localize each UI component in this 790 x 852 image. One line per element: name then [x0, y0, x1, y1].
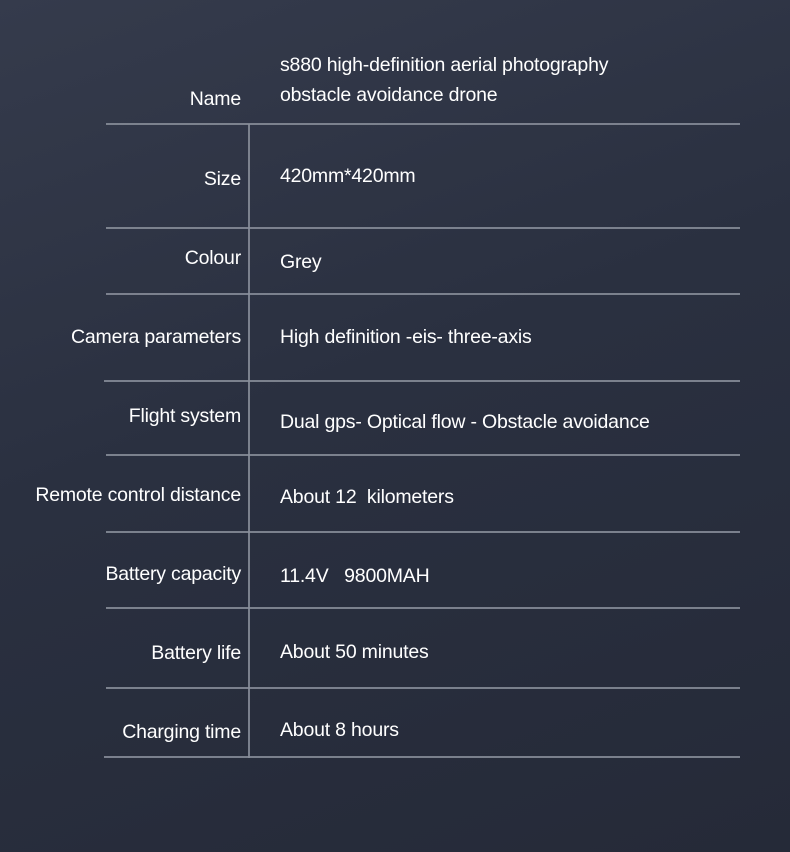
- row-divider: [106, 454, 740, 456]
- row-divider: [104, 380, 740, 382]
- spec-value-flight-system: Dual gps- Optical flow - Obstacle avoidance: [280, 411, 650, 433]
- spec-value-name: s880 high-definition aerial photography obstacle avoidance drone: [280, 54, 609, 106]
- column-divider: [248, 124, 250, 758]
- spec-value-charging-time: About 8 hours: [280, 719, 399, 741]
- row-divider: [106, 123, 740, 125]
- spec-label-flight-system: Flight system: [128, 405, 241, 427]
- spec-label-name: Name: [189, 88, 241, 110]
- row-divider: [106, 607, 740, 609]
- row-divider: [106, 293, 740, 295]
- spec-label-size: Size: [203, 168, 241, 190]
- spec-label-camera-parameters: Camera parameters: [71, 326, 241, 348]
- spec-value-battery-life: About 50 minutes: [280, 641, 429, 663]
- spec-label-battery-life: Battery life: [151, 642, 241, 664]
- spec-label-colour: Colour: [184, 247, 241, 269]
- spec-label-battery-capacity: Battery capacity: [105, 563, 241, 585]
- row-divider: [106, 687, 740, 689]
- spec-value-colour: Grey: [280, 251, 322, 273]
- spec-value-battery-capacity: 11.4V 9800MAH: [280, 565, 430, 587]
- row-divider: [106, 227, 740, 229]
- row-divider: [106, 531, 740, 533]
- spec-value-size: 420mm*420mm: [280, 165, 416, 187]
- spec-label-charging-time: Charging time: [122, 721, 241, 743]
- spec-label-remote-control-distance: Remote control distance: [35, 484, 241, 506]
- row-divider: [104, 756, 740, 758]
- spec-value-camera-parameters: High definition -eis- three-axis: [280, 326, 532, 348]
- spec-value-remote-control-distance: About 12 kilometers: [280, 486, 454, 508]
